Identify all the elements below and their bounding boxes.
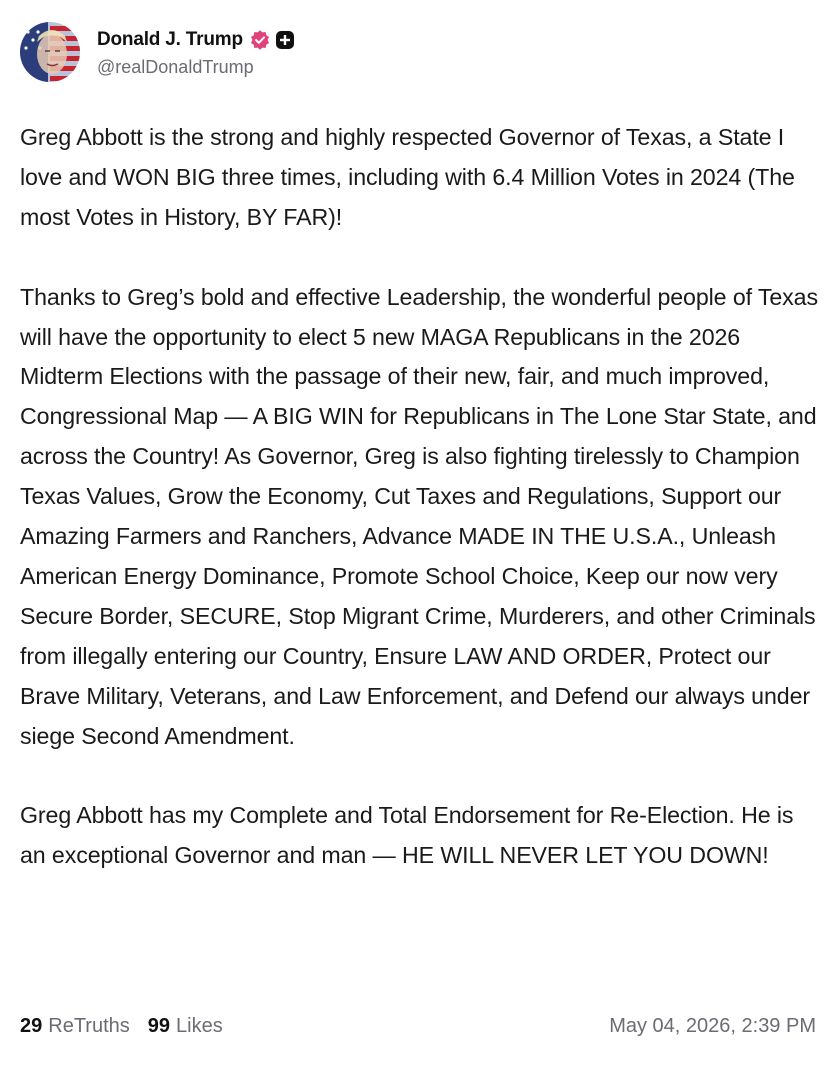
likes-count: 99: [147, 1014, 171, 1037]
post-header: [20, 20, 294, 84]
display-name[interactable]: Donald J. Trump: [97, 28, 243, 50]
retruths-label: ReTruths: [48, 1014, 130, 1037]
display-name-row: [97, 27, 294, 53]
post-body: [20, 118, 820, 876]
avatar-image: [20, 22, 80, 82]
retruths-stat[interactable]: [20, 1015, 130, 1038]
post-stats: [20, 1015, 241, 1038]
post-paragraph: Greg Abbott is the strong and highly respected Governor of Texas, a State I love and WON BIG three times, including with 6.4 Million Votes in 2024 (The most Votes in History, BY FAR)!: [20, 124, 795, 230]
likes-label: Likes: [176, 1014, 223, 1037]
post-footer: [20, 1010, 816, 1042]
likes-stat[interactable]: [148, 1015, 223, 1038]
user-handle[interactable]: @realDonaldTrump: [97, 56, 254, 77]
author-names: [97, 27, 294, 78]
post-timestamp[interactable]: May 04, 2026, 2:39 PM: [609, 1014, 816, 1037]
verified-badge-icon: [250, 30, 270, 50]
post-paragraph: Greg Abbott has my Complete and Total Endorsement for Re-Election. He is an exceptional Governor and man — HE WILL NEVER LET YOU DOWN!: [20, 802, 794, 869]
avatar[interactable]: [20, 22, 80, 82]
post-paragraph: Thanks to Greg’s bold and effective Leadership, the wonderful people of Texas will have the opportunity to elect 5 new MAGA Republicans in the 2026 Midterm Elections with the passage of their new, fair, and much improved, Congressional Map — A BIG WIN for Republicans in The Lone Star State, and across the Country! As Governor, Greg is also fighting tirelessly to Champion Texas Values, Grow the Economy, Cut Taxes and Regulations, Support our Amazing Farmers and Ranchers, Advance MADE IN THE U.S.A., Unleash American Energy Dominance, Promote School Choice, Keep our now very Secure Border, SECURE, Stop Migrant Crime, Murderers, and other Criminals from illegally entering our Country, Ensure LAW AND ORDER, Protect our Brave Military, Veterans, and Law Enforcement, and Defend our always under siege Second Amendment.: [20, 283, 818, 749]
retruths-count: 29: [20, 1014, 43, 1037]
plus-square-icon: [276, 31, 294, 49]
